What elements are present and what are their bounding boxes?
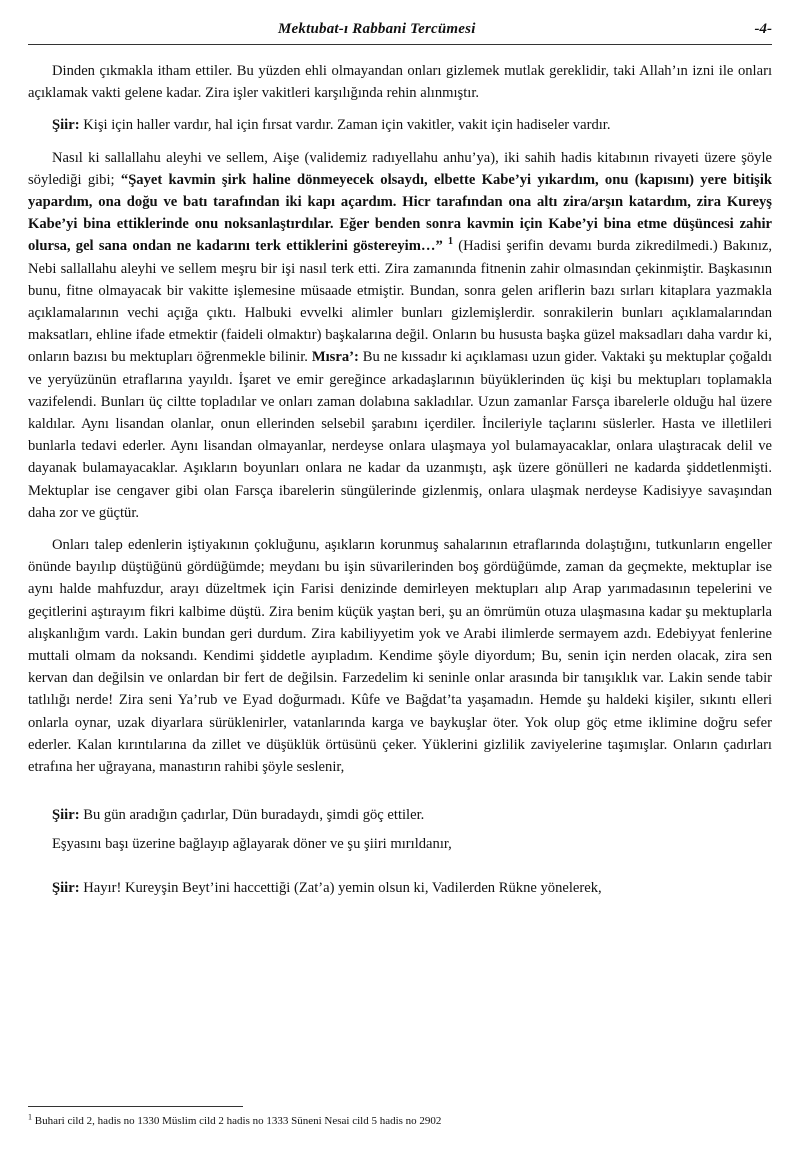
paragraph <box>28 60 772 104</box>
paragraph-text: Nasıl ki sallallahu aleyhi ve sellem, Aişe (validemiz radıyellahu anhu’ya), iki sahih hadis kitabının rivayeti üzere şöyle söylediği gibi; <box>28 149 772 188</box>
paragraph <box>28 833 772 855</box>
hadith-quote: “Şayet kavmin şirk haline dönmeyecek olsaydı, elbette Kabe’yi yıkardım, onu (kapısını) yere bitişik yapardım, ona doğu ve batı tarafından iki kapı açardım. Hicr tarafından ona altı zira/arşın katardım, zira Kureyş Kabe’yi bina ettiklerinde onu noksanlaştırdılar. Eğer benden sonra kavmin için Kabe’yi bina etme düşüncesi zahir olursa, gel sana ondan ne kadarını terk ettiklerini göstereyim…” <box>28 171 772 255</box>
poem-text: Hayır! Kureyşin Beyt’ini haccettiği (Zat’a) yemin olsun ki, Vadilerden Rükne yönelerek, <box>79 879 602 896</box>
paragraph <box>28 534 772 778</box>
paragraph-text: Onları talep edenlerin iştiyakının çokluğunu, aşıkların korunmuş sahalarının etraflarında dolaştığını, tutkunların engeller önünde bayılıp düştüğünü gördüğümde; meydanı bu işin süvarilerinden boş gördüğümde, zaman da geçmekte, mektuplar ise aynı halde mahfuzdur, arayı düzeltmek için Farisi denizinde demirleyen mektupları alıp Arap yarımadasının tepelerini ve geçitlerini aştırayım fikri kalbime düştü. Zira benim küçük yaştan beri, şu an ömrümün otuza ulaşmasına kadar şu mektuplarla alışkanlığım vardı. Lakin bundan geri durdum. Zira kabiliyyetim yok ve Arabi ilimlerde sermayem azdı. Edebiyyat fenlerine muttali olmam da noksandı. Kendimi şiddetle ayıpladım. Kendime şöyle diyordum; Bu, senin için nerden olacak, zira sen kervan dan değilsin ve onlardan bir fert de değilsin. Farzedelim ki seninle onlar arasında bir tanışıklık var. Lakin sende tabir tatlılığı nerde! Zira seni Ya’rub ve Eyad doğurmadı. Kûfe ve Bağdat’ta yaşamadın. Hemde şu haldeki kişiler, sıkıntı elleri onlarla oynar, uzak diyarlara sürüklenirler, vatanlarında karga ve baykuşlar öter. Yok olup göç etme iklimine doğru sefer ederler. Kalan kırıntılarına da zillet ve düşüklük örtüsünü çeker. Yüklerini gizlilik zaviyelerine taşımışlar. Onların çadırları etrafına her uğrayana, manastırın rahibi şöyle seslenir, <box>28 537 772 776</box>
poem-label: Şiir: <box>52 807 80 824</box>
page-header <box>28 20 772 45</box>
footnote <box>28 1114 441 1128</box>
poem-text: Kişi için haller vardır, hal için fırsat vardır. Zaman için vakitler, vakit için hadiseler vardır. <box>79 117 611 134</box>
paragraph-text: Bu ne kıssadır ki açıklaması uzun gider. Vaktaki şu mektuplar çoğaldı ve yeryüzünün etraflarına yayıldı. İşaret ve emir gereğince arkadaşlarının büyüklerinden üç kişi bu mektupları toplamakla vazifelendi. Bunları üç ciltte topladılar ve onları zaman dolabına sakladılar. Uzun zamanlar Farsça ibarelerle olduğu hal üzere kaldılar. Aynı lisandan olanlar, onun ellerinden selsebil şarabını içerdiler. İncileriyle taçlarını süslerler. Hasta ve illetlileri bunlarla tedavi ederler. Aynı lisandan olmayanlar, nerdeyse onlara ulaşmaya yol bulamayacaklar, onlara ulaştıracak delil ve dayanak bulamayacaklar. Aşıkların boyunları onlara ne kadar da uzanmıştı, aşk üzere gönülleri ne kadarda şiddetlenmişti. Mektuplar ise cengaver gibi olan Farsça ibarelerin süngülerinde gizlenmiş, onlara ulaşmak nerdeyse Kadisiyye savaşından daha zor ve güçtür. <box>28 349 772 521</box>
poem-text: Bu gün aradığın çadırlar, Dün buradaydı, şimdi göç ettiler. <box>79 807 425 824</box>
footnote-divider <box>28 1106 243 1107</box>
misra-label: Mısra’: <box>311 349 359 366</box>
paragraph-text: Eşyasını başı üzerine bağlayıp ağlayarak döner ve şu şiiri mırıldanır, <box>52 835 452 852</box>
header-title: Mektubat-ı Rabbani Tercümesi <box>278 21 476 37</box>
poem-label: Şiir: <box>52 117 80 134</box>
page-number: -4- <box>754 21 772 37</box>
poem-line <box>28 804 772 826</box>
paragraph-text: Dinden çıkmakla itham ettiler. Bu yüzden ehli olmayandan onları gizlemek mutlak gereklidir, taki Allah’ın izni ile onları açıklamak vakti gelene kadar. Zira işler vakitleri karşılığında rehin alınmıştır. <box>28 63 772 102</box>
footnote-reference: 1 <box>448 236 453 248</box>
footnote-text: Buhari cild 2, hadis no 1330 Müslim cild 2 hadis no 1333 Süneni Nesai cild 5 hadis no 2902 <box>32 1115 442 1127</box>
poem-line <box>28 114 772 136</box>
paragraph-text: (Hadisi şerifin devamı burda zikredilmedi.) Bakınız, Nebi sallallahu aleyhi ve sellem meşru bir işi nasıl terk etti. Zira zamanında fitnenin zahir olmasından çekinmiştir. Başkasının bunu, fitne olmayacak bir vakitte işlemesine müsaade etmiştir. Bundan, sonra gelen ariflerin bazı sırları kitaplara yazmakla açıklamalarının vechi açığa çıktı. Halbuki evvelki alimler bunları gizlemişlerdir. sonrakilerin bunları açıklamalarından maksatları, ehline ifade etmektir (faideli olmaktır) başkalarına değil. Onların bu hususta başka güzel maksadları daha vardır ki, onların bazısı bu mektupları öğrenmekle bilinir. <box>28 238 772 366</box>
paragraph <box>28 147 772 524</box>
poem-label: Şiir: <box>52 879 80 896</box>
footnote-mark: 1 <box>28 1112 32 1122</box>
page-body <box>28 60 772 899</box>
poem-line <box>28 877 772 899</box>
